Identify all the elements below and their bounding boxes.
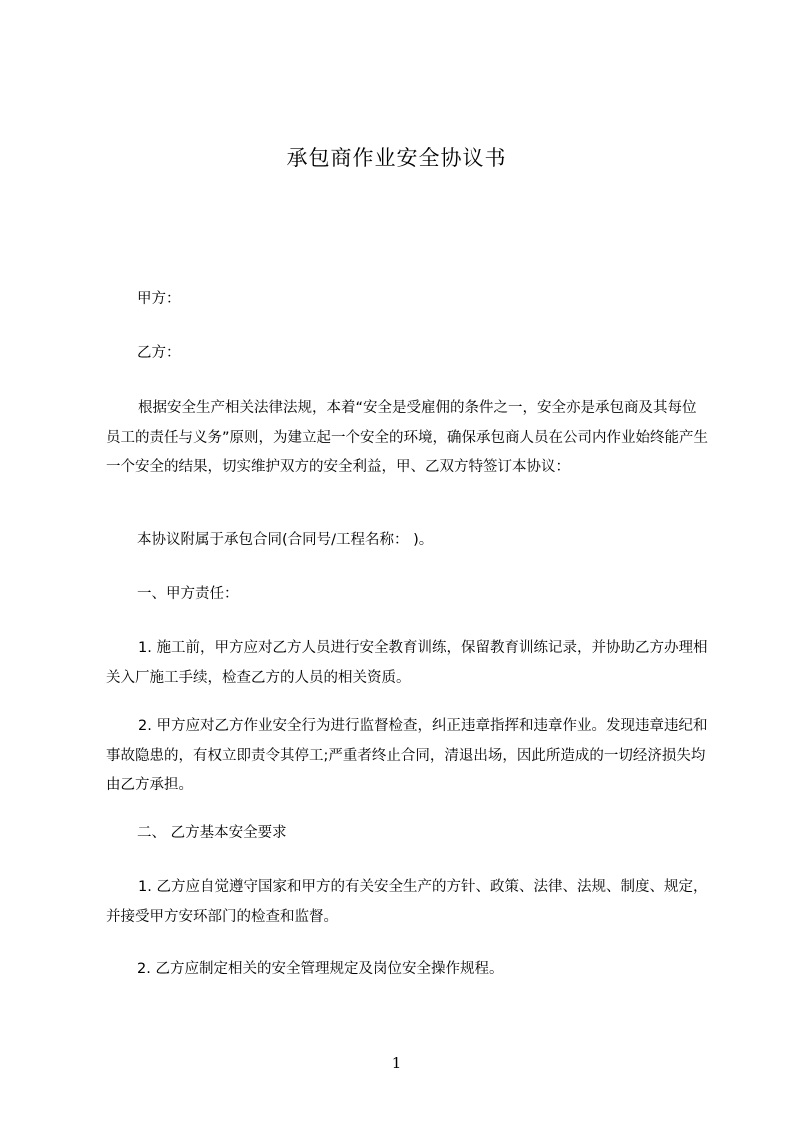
section-2-heading: 二、 乙方基本安全要求 — [137, 825, 287, 841]
section-1-item-1: 1. 施工前，甲方应对乙方人员进行安全教育训练，保留教育训练记录，并协助乙方办理相关入厂施工手续，检查乙方的人员的相关资质。 — [106, 640, 708, 686]
attachment-paragraph: 本协议附属于承包合同(合同号/工程名称： )。 — [137, 532, 434, 548]
intro-paragraph: 根据安全生产相关法律法规，本着“安全是受雇佣的条件之一，安全亦是承包商及其每位员工的责任与义务”原则，为建立起一个安全的环境，确保承包商人员在公司内作业始终能产生一个安全的结果，切实维护双方的安全利益，甲、乙双方特签订本协议： — [106, 400, 709, 475]
section-1-item-2: 2. 甲方应对乙方作业安全行为进行监督检查，纠正违章指挥和违章作业。发现违章违纪和事故隐患的，有权立即责令其停工;严重者终止合同，清退出场，因此所造成的一切经济损失均由乙方承担。 — [106, 718, 708, 793]
page-number: 1 — [391, 1054, 402, 1072]
party-b-line: 乙方： — [137, 345, 181, 361]
document-title: 承包商作业安全协议书 — [286, 146, 507, 170]
section-1-heading: 一、甲方责任： — [137, 586, 239, 602]
party-a-line: 甲方： — [137, 291, 181, 307]
section-2-item-1: 1. 乙方应自觉遵守国家和甲方的有关安全生产的方针、政策、法律、法规、制度、规定，并接受甲方安环部门的检查和监督。 — [106, 879, 708, 925]
section-2-item-2: 2. 乙方应制定相关的安全管理规定及岗位安全操作规程。 — [137, 961, 504, 977]
